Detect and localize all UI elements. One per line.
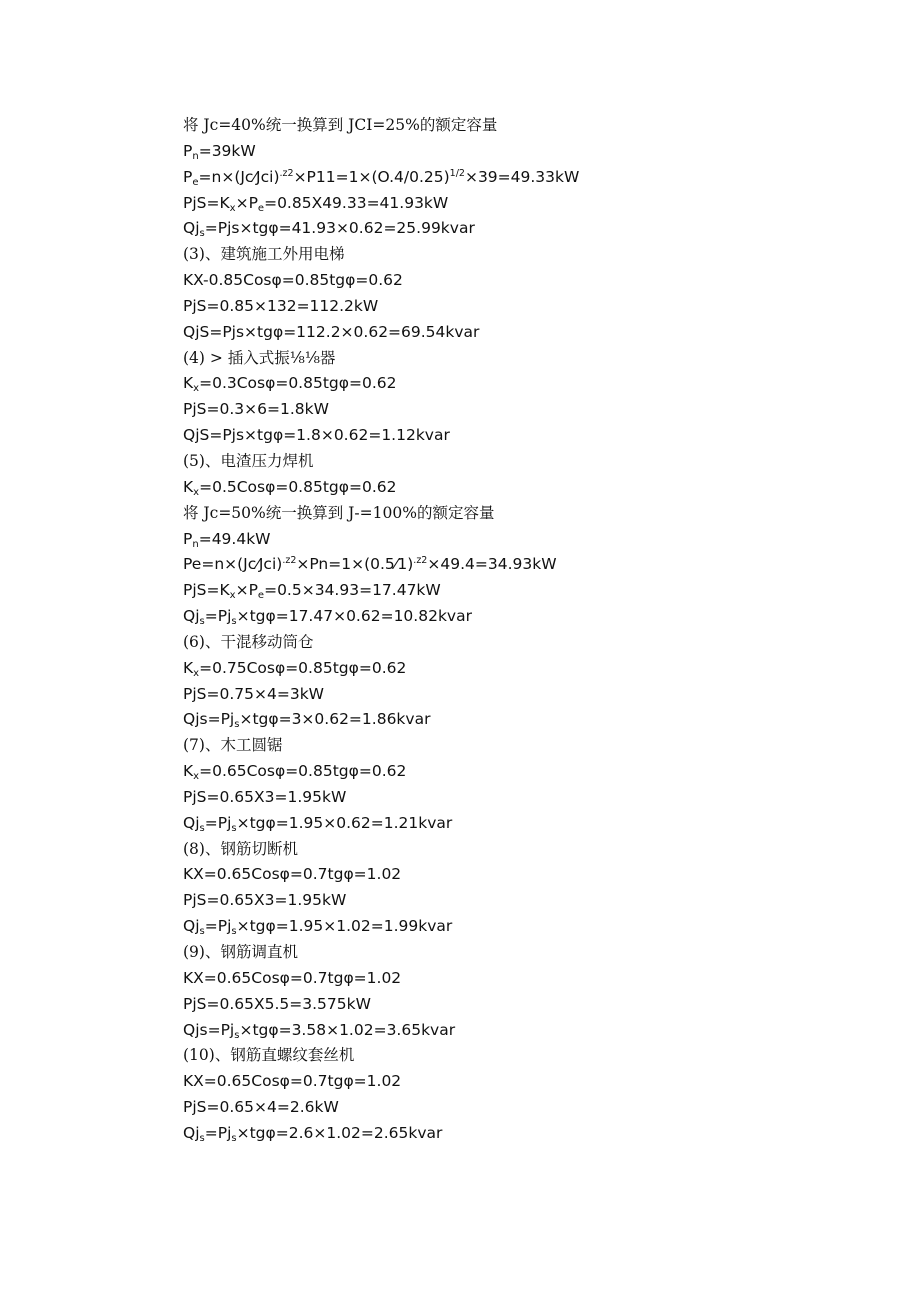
text-run: ×tgφ=1.95×1.02=1.99kvar <box>236 917 453 936</box>
subscript: s <box>234 1029 240 1041</box>
formula-line <box>183 216 883 242</box>
section-heading <box>183 346 883 372</box>
section-heading <box>183 449 883 475</box>
subscript: s <box>231 616 237 628</box>
formula-line <box>183 862 883 888</box>
text-run: KX=0.65Cosφ=0.7tgφ=1.02 <box>183 1072 402 1091</box>
text-run: =0.85X49.33=41.93kW <box>264 193 449 212</box>
text-run: 将 Jc=50%统一换算到 J-=100%的额定容量 <box>183 503 495 522</box>
formula-line <box>183 552 883 578</box>
formula-line <box>183 656 883 682</box>
text-run: =Pjs×tgφ=41.93×0.62=25.99kvar <box>204 219 475 238</box>
text-run: Qjs=Pj <box>183 1020 235 1039</box>
text-run: =Pj <box>204 917 232 936</box>
text-run: PjS=0.75×4=3kW <box>183 684 324 703</box>
text-run: (4) > 插入式振⅛⅛器 <box>183 348 336 367</box>
text-run: KX=0.65Cosφ=0.7tgφ=1.02 <box>183 968 402 987</box>
text-run: =Pj <box>204 813 232 832</box>
text-run: ×tgφ=1.95×0.62=1.21kvar <box>236 813 453 832</box>
formula-line <box>183 1069 883 1095</box>
section-heading <box>183 501 883 527</box>
text-run: (9)、钢筋调直机 <box>183 943 298 961</box>
text-run: ×49.4=34.93kW <box>427 555 557 574</box>
superscript: .z2 <box>279 167 294 179</box>
text-run: PjS=K <box>183 581 230 600</box>
subscript: s <box>199 926 205 938</box>
formula-line <box>183 397 883 423</box>
text-run: =0.3Cosφ=0.85tgφ=0.62 <box>199 374 397 393</box>
formula-line <box>183 914 883 940</box>
superscript: .z2 <box>413 555 428 567</box>
text-run: ×39=49.33kW <box>464 167 580 186</box>
subscript: n <box>192 150 199 162</box>
text-run: (7)、木工圆锯 <box>183 736 283 755</box>
text-run: K <box>183 762 194 781</box>
document-body <box>183 113 883 1147</box>
text-run: KX=0.65Cosφ=0.7tgφ=1.02 <box>183 865 402 884</box>
text-run: =0.75Cosφ=0.85tgφ=0.62 <box>199 658 407 677</box>
subscript: s <box>234 719 240 731</box>
section-heading <box>183 940 883 966</box>
text-run: =n×(Jc⁄Jci) <box>198 167 280 186</box>
formula-line <box>183 165 883 191</box>
subscript: s <box>199 822 205 834</box>
text-run: =Pj <box>204 607 232 626</box>
formula-line <box>183 992 883 1018</box>
text-run: PjS=K <box>183 193 230 212</box>
superscript: .z2 <box>282 555 297 567</box>
text-run: P <box>183 529 193 548</box>
formula-line <box>183 1095 883 1121</box>
text-run: Qj <box>183 813 200 832</box>
formula-line <box>183 268 883 294</box>
text-run: PjS=0.65X3=1.95kW <box>183 787 347 806</box>
formula-line <box>183 578 883 604</box>
formula-line <box>183 1121 883 1147</box>
text-run: PjS=0.3×6=1.8kW <box>183 400 329 419</box>
subscript: x <box>193 771 200 783</box>
subscript: e <box>257 202 265 214</box>
subscript: s <box>231 1132 237 1144</box>
text-run: KX-0.85Cosφ=0.85tgφ=0.62 <box>183 271 403 290</box>
formula-line <box>183 371 883 397</box>
subscript: n <box>192 538 199 550</box>
formula-line <box>183 888 883 914</box>
formula-line <box>183 759 883 785</box>
text-run: PjS=0.65X3=1.95kW <box>183 891 347 910</box>
text-run: ×tgφ=3×0.62=1.86kvar <box>239 710 431 729</box>
formula-line <box>183 423 883 449</box>
formula-line <box>183 966 883 992</box>
subscript: s <box>231 822 237 834</box>
formula-line <box>183 811 883 837</box>
section-heading <box>183 1043 883 1069</box>
text-run: =49.4kW <box>198 529 271 548</box>
text-run: ×P <box>235 193 258 212</box>
subscript: s <box>199 616 205 628</box>
text-run: Qjs=Pj <box>183 710 235 729</box>
formula-line <box>183 139 883 165</box>
formula-line <box>183 527 883 553</box>
subscript: e <box>192 176 199 188</box>
subscript: x <box>193 486 200 498</box>
text-run: PjS=0.65×4=2.6kW <box>183 1098 339 1117</box>
text-run: ×tgφ=17.47×0.62=10.82kvar <box>236 607 472 626</box>
text-run: (8)、钢筋切断机 <box>183 839 298 858</box>
subscript: x <box>229 590 236 602</box>
superscript: 1/2 <box>449 167 465 179</box>
section-heading <box>183 733 883 759</box>
text-run: P <box>183 167 193 186</box>
section-heading <box>183 242 883 268</box>
text-run: Qj <box>183 1123 200 1142</box>
text-run: ×P <box>235 581 258 600</box>
formula-line <box>183 294 883 320</box>
subscript: x <box>193 667 200 679</box>
text-run: =0.5×34.93=17.47kW <box>264 581 441 600</box>
text-run: (3)、建筑施工外用电梯 <box>183 245 345 264</box>
formula-line <box>183 1018 883 1044</box>
section-heading <box>183 837 883 863</box>
formula-line <box>183 785 883 811</box>
subscript: s <box>199 228 205 240</box>
text-run: K <box>183 374 194 393</box>
text-run: P <box>183 141 193 160</box>
formula-line <box>183 191 883 217</box>
text-run: 将 Jc=40%统一换算到 JCI=25%的额定容量 <box>183 116 498 134</box>
text-run: ×tgφ=2.6×1.02=2.65kvar <box>236 1123 443 1142</box>
subscript: s <box>231 926 237 938</box>
text-run: ×Pn=1×(0.5⁄1) <box>296 555 414 574</box>
subscript: s <box>199 1132 205 1144</box>
text-run: =Pj <box>204 1123 232 1142</box>
text-run: =39kW <box>198 141 256 160</box>
text-run: K <box>183 477 194 496</box>
text-run: PjS=0.65X5.5=3.575kW <box>183 994 371 1013</box>
text-run: PjS=0.85×132=112.2kW <box>183 296 379 315</box>
formula-line <box>183 707 883 733</box>
text-run: QjS=Pjs×tgφ=112.2×0.62=69.54kvar <box>183 322 480 341</box>
subscript: x <box>193 383 200 395</box>
subscript: e <box>257 590 265 602</box>
section-heading <box>183 113 883 139</box>
text-run: (10)、钢筋直螺纹套丝机 <box>183 1046 355 1065</box>
text-run: ×tgφ=3.58×1.02=3.65kvar <box>239 1020 456 1039</box>
text-run: QjS=Pjs×tgφ=1.8×0.62=1.12kvar <box>183 426 450 445</box>
formula-line <box>183 682 883 708</box>
text-run: (5)、电渣压力焊机 <box>183 451 314 470</box>
subscript: x <box>229 202 236 214</box>
text-run: =0.5Cosφ=0.85tgφ=0.62 <box>199 477 397 496</box>
text-run: =0.65Cosφ=0.85tgφ=0.62 <box>199 762 407 781</box>
text-run: Pe=n×(Jc⁄Jci) <box>183 555 283 574</box>
text-run: Qj <box>183 607 200 626</box>
text-run: K <box>183 658 194 677</box>
section-heading <box>183 630 883 656</box>
formula-line <box>183 320 883 346</box>
text-run: ×P11=1×(O.4/0.25) <box>293 167 450 186</box>
formula-line <box>183 604 883 630</box>
text-run: Qj <box>183 219 200 238</box>
text-run: Qj <box>183 917 200 936</box>
text-run: (6)、干混移动筒仓 <box>183 632 314 651</box>
formula-line <box>183 475 883 501</box>
